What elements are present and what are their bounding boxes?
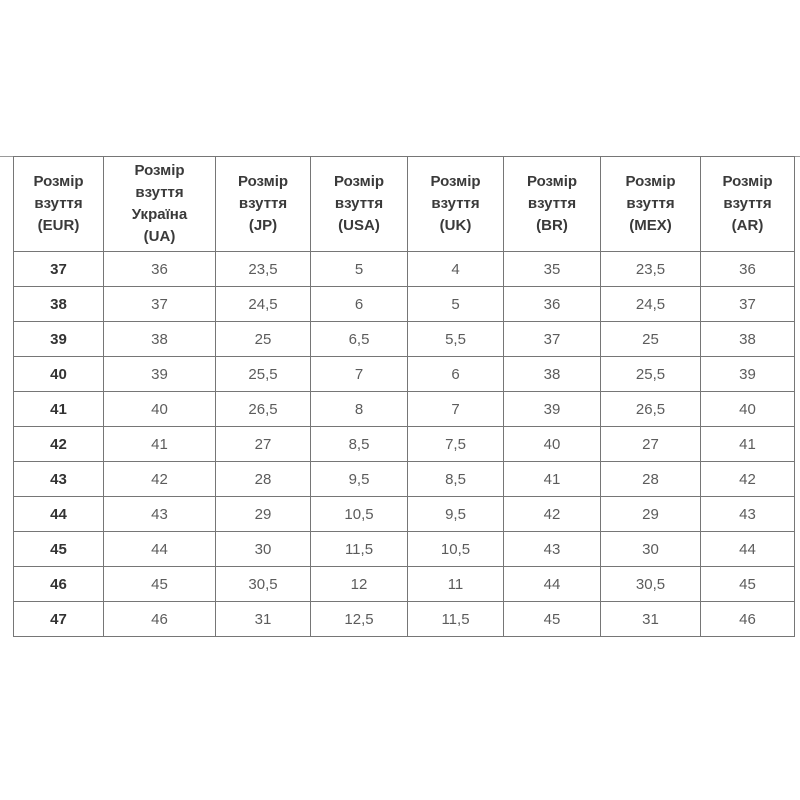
shoe-size-conversion-table xyxy=(13,156,795,637)
table-row xyxy=(14,532,795,567)
table-cell: 12 xyxy=(311,567,408,602)
table-cell: 10,5 xyxy=(311,497,408,532)
row-header-cell: 43 xyxy=(14,462,104,497)
table-cell: 26,5 xyxy=(216,392,311,427)
table-cell: 25,5 xyxy=(601,357,701,392)
table-cell: 30,5 xyxy=(216,567,311,602)
table-cell: 7 xyxy=(408,392,504,427)
table-cell: 35 xyxy=(504,252,601,287)
table-cell: 36 xyxy=(104,252,216,287)
table-cell: 36 xyxy=(701,252,795,287)
table-cell: 30 xyxy=(216,532,311,567)
table-cell: 31 xyxy=(216,602,311,637)
table-cell: 11 xyxy=(408,567,504,602)
header-cell-ar: Розмір взуття (AR) xyxy=(701,157,795,252)
row-header-cell: 39 xyxy=(14,322,104,357)
table-cell: 45 xyxy=(504,602,601,637)
table-cell: 40 xyxy=(104,392,216,427)
row-header-cell: 47 xyxy=(14,602,104,637)
table-cell: 25 xyxy=(601,322,701,357)
table-cell: 30,5 xyxy=(601,567,701,602)
table-cell: 39 xyxy=(104,357,216,392)
table-cell: 25,5 xyxy=(216,357,311,392)
table-cell: 42 xyxy=(504,497,601,532)
header-cell-jp: Розмір взуття (JP) xyxy=(216,157,311,252)
table-cell: 11,5 xyxy=(311,532,408,567)
table-row xyxy=(14,427,795,462)
table-cell: 45 xyxy=(104,567,216,602)
table-cell: 9,5 xyxy=(311,462,408,497)
table-cell: 27 xyxy=(601,427,701,462)
table-head xyxy=(14,157,795,252)
row-header-cell: 44 xyxy=(14,497,104,532)
table-cell: 38 xyxy=(504,357,601,392)
table-cell: 37 xyxy=(701,287,795,322)
table-cell: 24,5 xyxy=(216,287,311,322)
table-cell: 46 xyxy=(701,602,795,637)
table-cell: 31 xyxy=(601,602,701,637)
table-cell: 8 xyxy=(311,392,408,427)
header-cell-mex: Розмір взуття (MEX) xyxy=(601,157,701,252)
table-cell: 8,5 xyxy=(311,427,408,462)
table-cell: 6 xyxy=(311,287,408,322)
table-cell: 23,5 xyxy=(216,252,311,287)
row-header-cell: 45 xyxy=(14,532,104,567)
table-cell: 7 xyxy=(311,357,408,392)
row-header-cell: 37 xyxy=(14,252,104,287)
table-cell: 44 xyxy=(104,532,216,567)
row-header-cell: 42 xyxy=(14,427,104,462)
table-cell: 28 xyxy=(216,462,311,497)
table-cell: 27 xyxy=(216,427,311,462)
table-cell: 43 xyxy=(504,532,601,567)
table-cell: 11,5 xyxy=(408,602,504,637)
row-header-cell: 46 xyxy=(14,567,104,602)
table-cell: 37 xyxy=(104,287,216,322)
table-cell: 24,5 xyxy=(601,287,701,322)
table-row xyxy=(14,462,795,497)
row-header-cell: 40 xyxy=(14,357,104,392)
table-row xyxy=(14,252,795,287)
table-cell: 25 xyxy=(216,322,311,357)
table-cell: 12,5 xyxy=(311,602,408,637)
table-cell: 5,5 xyxy=(408,322,504,357)
table-cell: 40 xyxy=(701,392,795,427)
table-row xyxy=(14,497,795,532)
table-cell: 42 xyxy=(104,462,216,497)
header-row xyxy=(14,157,795,252)
table-cell: 37 xyxy=(504,322,601,357)
table-cell: 41 xyxy=(701,427,795,462)
table-cell: 8,5 xyxy=(408,462,504,497)
table-cell: 5 xyxy=(311,252,408,287)
table-cell: 10,5 xyxy=(408,532,504,567)
table-cell: 44 xyxy=(701,532,795,567)
table-cell: 43 xyxy=(701,497,795,532)
table-row xyxy=(14,287,795,322)
table-cell: 23,5 xyxy=(601,252,701,287)
table-cell: 38 xyxy=(104,322,216,357)
table-cell: 46 xyxy=(104,602,216,637)
table-cell: 41 xyxy=(104,427,216,462)
table-cell: 39 xyxy=(504,392,601,427)
table-row xyxy=(14,602,795,637)
table-body xyxy=(14,252,795,637)
table-cell: 41 xyxy=(504,462,601,497)
table-cell: 6 xyxy=(408,357,504,392)
table-cell: 6,5 xyxy=(311,322,408,357)
row-header-cell: 38 xyxy=(14,287,104,322)
table-cell: 44 xyxy=(504,567,601,602)
table-cell: 29 xyxy=(216,497,311,532)
table-cell: 9,5 xyxy=(408,497,504,532)
table-cell: 40 xyxy=(504,427,601,462)
header-cell-uk: Розмір взуття (UK) xyxy=(408,157,504,252)
table-cell: 26,5 xyxy=(601,392,701,427)
table-row xyxy=(14,357,795,392)
table-cell: 28 xyxy=(601,462,701,497)
table-cell: 7,5 xyxy=(408,427,504,462)
table-cell: 39 xyxy=(701,357,795,392)
table-cell: 29 xyxy=(601,497,701,532)
table-cell: 36 xyxy=(504,287,601,322)
header-cell-br: Розмір взуття (BR) xyxy=(504,157,601,252)
table-row xyxy=(14,322,795,357)
table-cell: 42 xyxy=(701,462,795,497)
table-cell: 4 xyxy=(408,252,504,287)
table-cell: 5 xyxy=(408,287,504,322)
table-cell: 43 xyxy=(104,497,216,532)
row-header-cell: 41 xyxy=(14,392,104,427)
table-row xyxy=(14,567,795,602)
table-cell: 30 xyxy=(601,532,701,567)
header-cell-ua: Розмір взуття Україна (UA) xyxy=(104,157,216,252)
table-cell: 45 xyxy=(701,567,795,602)
table-row xyxy=(14,392,795,427)
table-cell: 38 xyxy=(701,322,795,357)
header-cell-usa: Розмір взуття (USA) xyxy=(311,157,408,252)
header-cell-eur: Розмір взуття (EUR) xyxy=(14,157,104,252)
